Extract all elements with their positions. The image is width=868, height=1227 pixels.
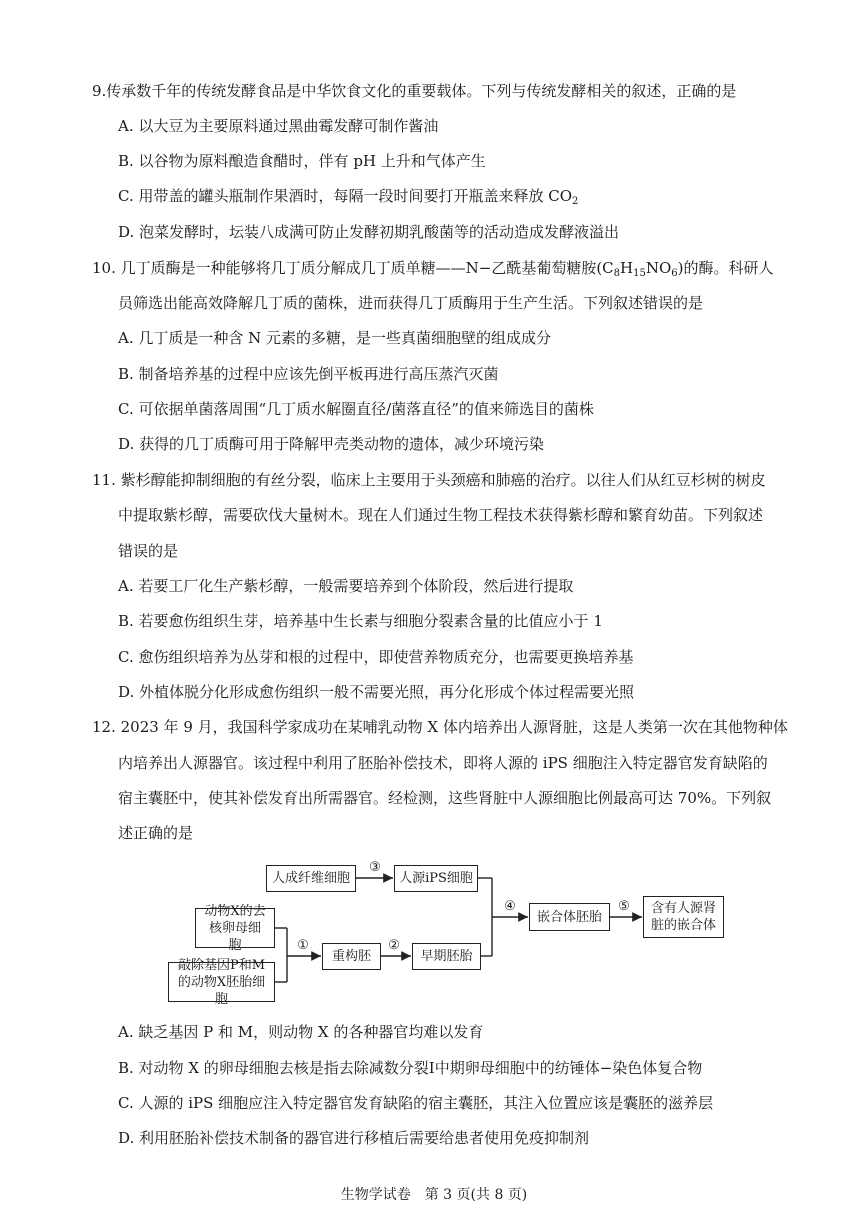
subscript: 2: [572, 196, 579, 207]
text: NO: [645, 259, 672, 277]
q12-stem-line3: 宿主囊胚中，使其补偿发育出所需器官。经检测，这些肾脏中人源细胞比例最高可达 70%。下列叙: [118, 789, 772, 807]
step-1-label: ①: [297, 938, 309, 953]
q12-stem-line1: 12. 2023 年 9 月，我国科学家成功在某哺乳动物 X 体内培养出人源肾脏，这是人类第一次在其他物种体: [92, 718, 788, 736]
q9-option-c-text: C. 用带盖的罐头瓶制作果酒时，每隔一段时间要打开瓶盖来释放 CO: [118, 187, 573, 205]
box-early-embryo: 早期胚胎: [412, 943, 481, 970]
q11-stem-line3: 错误的是: [118, 542, 179, 560]
q9-stem: 9.传承数千年的传统发酵食品是中华饮食文化的重要载体。下列与传统发酵相关的叙述，正确的是: [92, 82, 737, 100]
text: H: [620, 259, 634, 277]
box-knockout-embryo-cell: 敲除基因P和M的动物X胚胎细胞: [168, 962, 275, 1002]
q10-option-b: B. 制备培养基的过程中应该先倒平板再进行高压蒸汽灭菌: [118, 365, 499, 383]
q12-stem-line4: 述正确的是: [118, 824, 194, 842]
q9-option-b: B. 以谷物为原料酿造食醋时，伴有 pH 上升和气体产生: [118, 152, 486, 170]
q10-option-a: A. 几丁质是一种含 N 元素的多糖，是一些真菌细胞壁的组成成分: [118, 329, 552, 347]
q12-option-b: B. 对动物 X 的卵母细胞去核是指去除减数分裂Ⅰ中期卵母细胞中的纺锤体−染色体复合物: [118, 1059, 703, 1077]
q9-option-d: D. 泡菜发酵时，坛装八成满可防止发酵初期乳酸菌等的活动造成发酵液溢出: [118, 223, 620, 241]
subscript: 15: [633, 268, 646, 279]
q9-option-a: A. 以大豆为主要原料通过黑曲霉发酵可制作酱油: [118, 117, 439, 135]
q12-stem-line2: 内培养出人源器官。该过程中利用了胚胎补偿技术，即将人源的 iPS 细胞注入特定器官发育缺陷的: [118, 754, 768, 772]
step-3-label: ③: [369, 860, 381, 875]
text: )的酶。科研人: [677, 259, 774, 277]
q11-stem-line2: 中提取紫杉醇，需要砍伐大量树木。现在人们通过生物工程技术获得紫杉醇和繁育幼苗。下列叙述: [118, 506, 764, 524]
box-enucleated-oocyte: 动物X的去核卵母细胞: [195, 908, 275, 948]
step-2-label: ②: [388, 938, 400, 953]
text: 10. 几丁质酶是一种能够将几丁质分解成几丁质单糖——N−乙酰基葡萄糖胺(C: [92, 259, 614, 277]
q12-option-d: D. 利用胚胎补偿技术制备的器官进行移植后需要给患者使用免疫抑制剂: [118, 1129, 590, 1147]
box-reconstructed-embryo: 重构胚: [322, 943, 381, 970]
box-chimera-with-human-kidney: 含有人源肾脏的嵌合体: [643, 896, 724, 938]
box-human-fibroblast: 人成纤维细胞: [266, 865, 356, 892]
q11-option-c: C. 愈伤组织培养为丛芽和根的过程中，即使营养物质充分，也需要更换培养基: [118, 648, 634, 666]
page-footer: 生物学试卷 第 3 页(共 8 页): [340, 1187, 528, 1203]
q10-option-c: C. 可依据单菌落周围“几丁质水解圈直径/菌落直径”的值来筛选目的菌株: [118, 400, 594, 418]
q11-option-a: A. 若要工厂化生产紫杉醇，一般需要培养到个体阶段，然后进行提取: [118, 577, 574, 595]
box-human-ips-cell: 人源iPS细胞: [394, 865, 478, 892]
q12-option-a: A. 缺乏基因 P 和 M，则动物 X 的各种器官均难以发育: [118, 1023, 484, 1041]
q11-option-d: D. 外植体脱分化形成愈伤组织一般不需要光照，再分化形成个体过程需要光照: [118, 683, 635, 701]
q12-option-c: C. 人源的 iPS 细胞应注入特定器官发育缺陷的宿主囊胚，其注入位置应该是囊胚的滋养层: [118, 1094, 714, 1112]
q11-option-b: B. 若要愈伤组织生芽，培养基中生长素与细胞分裂素含量的比值应小于 1: [118, 612, 603, 630]
subscript: 6: [671, 268, 678, 279]
q10-option-d: D. 获得的几丁质酶可用于降解甲壳类动物的遗体，减少环境污染: [118, 435, 545, 453]
q11-stem-line1: 11. 紫杉醇能抑制细胞的有丝分裂，临床上主要用于头颈癌和肺癌的治疗。以往人们从红豆杉树的树皮: [92, 471, 766, 489]
step-5-label: ⑤: [618, 899, 630, 914]
subscript: 8: [613, 268, 621, 279]
q10-stem-line2: 员筛选出能高效降解几丁质的菌株，进而获得几丁质酶用于生产生活。下列叙述错误的是: [118, 294, 704, 312]
step-4-label: ④: [504, 899, 516, 914]
box-chimera-embryo: 嵌合体胚胎: [529, 903, 610, 931]
